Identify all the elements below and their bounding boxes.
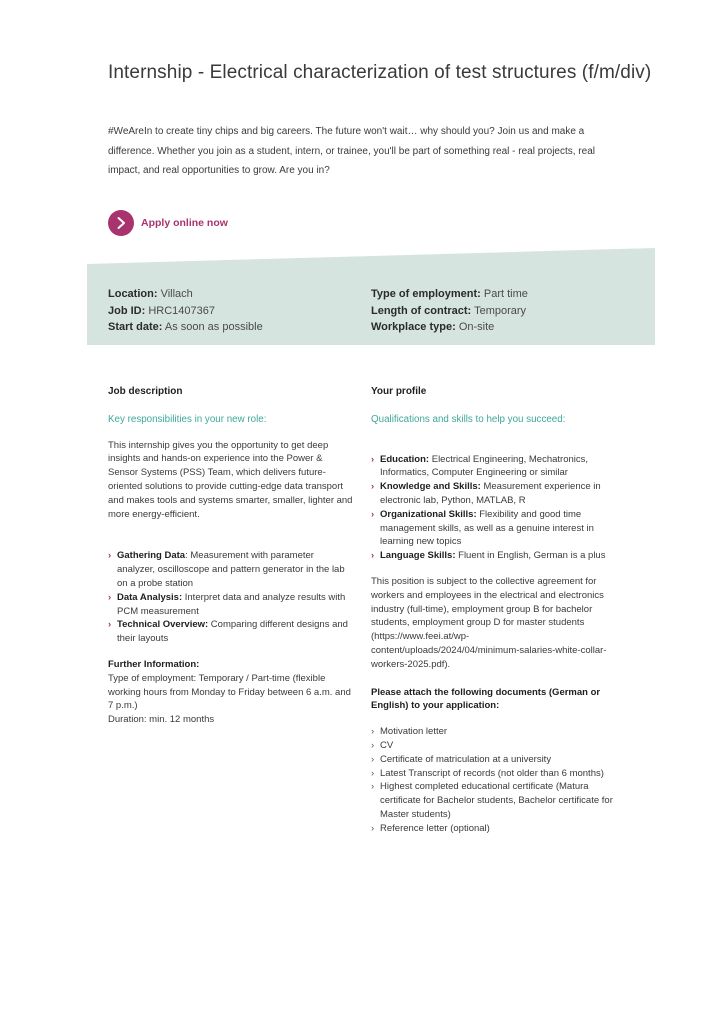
chevron-right-icon <box>115 216 127 230</box>
apply-online-button[interactable] <box>108 210 228 236</box>
list-item-bold: Gathering Data <box>117 550 186 562</box>
list-item-text: Interpret data and analyze results with PCM measurement <box>117 591 346 617</box>
bullet-chevron-icon: › <box>108 591 112 603</box>
bullet-chevron-icon: › <box>371 550 375 562</box>
info-start-date <box>108 319 263 336</box>
list-item <box>371 780 617 821</box>
list-item-text: Motivation letter <box>380 726 448 738</box>
info-value: Villach <box>160 288 193 300</box>
job-info-right <box>371 286 528 336</box>
list-item-text: Electrical Engineering, Mechatronics, Informatics, Computer Engineering or similar <box>380 453 589 479</box>
bullet-chevron-icon: › <box>371 822 375 834</box>
list-item <box>371 549 617 563</box>
intro-text: #WeAreIn to create tiny chips and big careers. The future won't wait… why should you? Join us and make a difference. Whether you join as a student, intern, or trainee, you'll be part of something real - real projects, real impact, and real opportunities to grow. Are you in? <box>108 126 595 176</box>
bullet-chevron-icon: › <box>108 619 112 631</box>
collective-agreement-text: This position is subject to the collective agreement for workers and employees in the electrical and electronics industry (full-time), employment group B for bachelor students, employment group D for master students (https://www.feei.at/wp-content/uploads/2024/04/minimum-salaries-white-collar-workers-2025.pdf). <box>371 575 607 670</box>
info-key: Length of contract: <box>371 304 472 317</box>
info-value: HRC1407367 <box>148 304 215 317</box>
bullet-chevron-icon: › <box>371 739 375 751</box>
list-item-text: CV <box>380 739 394 751</box>
job-description-heading: Job description <box>108 386 183 397</box>
info-contract-length <box>371 303 528 320</box>
list-item-bold: Language Skills: <box>380 550 456 562</box>
qualifications-list <box>371 453 617 563</box>
info-location <box>108 286 263 303</box>
apply-circle <box>108 210 134 236</box>
info-employment-type <box>371 286 528 303</box>
list-item <box>371 453 617 481</box>
further-information-text: Type of employment: Temporary / Part-time (flexible working hours from Monday to Friday between 6 a.m. and 7 p.m.) <box>108 672 351 712</box>
list-item-text: Highest completed educational certificate (Matura certificate for Bachelor students, Bachelor certificate for Master students) <box>380 781 613 820</box>
list-item-text: Reference letter (optional) <box>380 822 490 834</box>
list-item-text: Fluent in English, German is a plus <box>455 550 606 562</box>
list-item <box>108 549 354 590</box>
list-item <box>108 618 354 646</box>
list-item-bold: Education: <box>380 453 430 465</box>
list-item-text: Measurement experience in electronic lab, Python, MATLAB, R <box>380 481 601 506</box>
info-key: Location: <box>108 288 158 300</box>
info-key: Workplace type: <box>371 321 456 333</box>
bullet-chevron-icon: › <box>371 508 375 520</box>
responsibilities-subheading: Key responsibilities in your new role: <box>108 413 267 425</box>
list-item-text: : Measurement with parameter analyzer, oscilloscope and pattern generator in the lab on a probe station <box>117 550 345 589</box>
list-item <box>371 822 617 836</box>
apply-online-label: Apply online now <box>141 217 228 229</box>
bullet-chevron-icon: › <box>371 767 375 779</box>
bullet-chevron-icon: › <box>371 453 375 465</box>
list-item-bold: Knowledge and Skills: <box>380 481 481 493</box>
info-value: Temporary <box>474 304 527 317</box>
job-description-section <box>108 385 354 727</box>
bullet-chevron-icon: › <box>371 781 375 793</box>
list-item-text: Certificate of matriculation at a university <box>380 753 552 765</box>
info-value: On-site <box>458 321 495 333</box>
further-information-heading: Further Information: <box>108 658 200 670</box>
info-job-id <box>108 303 263 320</box>
duration-text: Duration: min. 12 months <box>108 714 215 726</box>
profile-heading: Your profile <box>371 386 427 397</box>
job-description-text: This internship gives you the opportunity to get deep insights and hands-on experience into the Power & Sensor Systems (PSS) Team, which delivers future-oriented solutions to provide cutting-edge data transport and makes tools and systems smarter, smaller, lighter and more energy-efficient. <box>108 439 353 520</box>
list-item <box>371 767 617 781</box>
qualifications-subheading: Qualifications and skills to help you succeed: <box>371 413 566 425</box>
info-key: Start date: <box>108 321 163 333</box>
info-value: Part time <box>483 288 528 300</box>
list-item <box>371 753 617 767</box>
list-item <box>371 739 617 753</box>
info-value: As soon as possible <box>164 321 263 333</box>
list-item-text: Flexibility and good time management skills, as well as a genuine interest in learning new topics <box>380 508 594 548</box>
page-title: Internship - Electrical characterization of test structures (f/m/div) <box>108 62 652 83</box>
info-workplace-type <box>371 319 528 336</box>
list-item-bold: Technical Overview: <box>117 619 209 631</box>
list-item-text: Comparing different designs and their layouts <box>117 619 348 645</box>
list-item-bold: Data Analysis: <box>117 591 183 603</box>
bullet-chevron-icon: › <box>371 481 375 493</box>
list-item <box>371 725 617 739</box>
job-info-left <box>108 286 263 336</box>
documents-heading: Please attach the following documents (German or English) to your application: <box>371 686 601 712</box>
info-key: Job ID: <box>108 304 146 317</box>
list-item <box>371 508 617 549</box>
bullet-chevron-icon: › <box>371 726 375 738</box>
list-item-text: Latest Transcript of records (not older than 6 months) <box>380 767 604 779</box>
documents-list <box>371 725 617 835</box>
list-item-bold: Organizational Skills: <box>380 508 477 520</box>
list-item <box>371 480 617 508</box>
bullet-chevron-icon: › <box>108 550 112 562</box>
profile-section <box>371 385 617 836</box>
info-key: Type of employment: <box>371 288 481 300</box>
list-item <box>108 591 354 619</box>
bullet-chevron-icon: › <box>371 753 375 765</box>
responsibilities-list <box>108 549 354 646</box>
